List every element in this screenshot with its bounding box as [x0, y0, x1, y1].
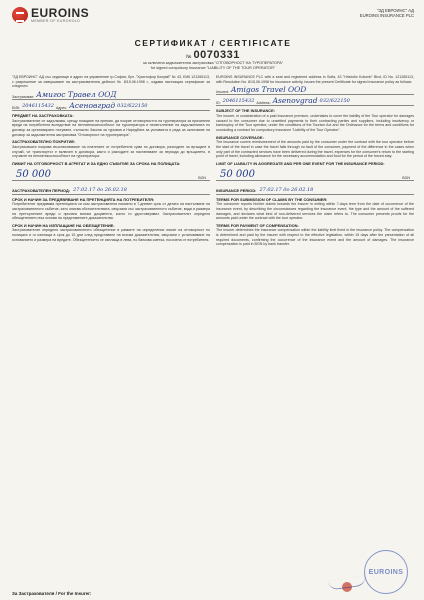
claims-text-bg: Потребителят предявява претенцията си към застрахователя писмено в 7-дневен срок от датата на настъпване на застрахователното събитие, като описва обстоятелствата, свързани със застрахователното събитие, вида и размера на претърпените вреди и прилага всички документи, които ги удостоверяват. Застрахователят определя обезщетението въз основа на представените доказателства.	[12, 202, 210, 221]
right-column-en	[216, 75, 414, 247]
address-value-bg: Асеновград	[69, 100, 116, 110]
id-label: ID:	[216, 101, 221, 106]
certificate-title: СЕРТИФИКАТ / CERTIFICATE	[134, 38, 292, 48]
amount-value-bg: 50 000	[16, 168, 51, 180]
phone-value-bg: 032/622150	[117, 102, 148, 109]
euroins-logo	[12, 6, 89, 23]
address-value-en: Asenovgrad	[272, 96, 318, 106]
insured-value-en: Amigos Travel OOD	[231, 85, 307, 95]
logo-subtitle: MEMBER OF EUROHOLD	[31, 19, 81, 23]
subject-heading-en: SUBJECT OF THE INSURANCE:	[216, 108, 276, 114]
eik-address-field-bg	[12, 102, 210, 111]
insured-field-bg	[12, 91, 210, 100]
subject-text-en: The insurer, in consideration of a paid insurance premium, undertakes to cover the liability of the Tour operator for damages caused to the consumer due to unsettled payments to their contracting parties and suppliers, including insolvency or bankruptcy of the Tour operator, under the conditions of the Tourism Act and the Ordinance for the terms and conditions for concluding a contract for compulsory insurance "Liability of the Tour Operator".	[216, 114, 414, 132]
payment-heading-bg: СРОК И НАЧИН НА ИЗПЛАЩАНЕ НА ОБЕЗЩЕТЕНИЕ:	[12, 222, 115, 228]
address-label-en: Address:	[256, 101, 271, 106]
company-names	[360, 6, 414, 18]
footer	[12, 591, 414, 596]
period-label-en: INSURANCE PERIOD:	[216, 187, 257, 193]
subtitle-bg: за сключена задължителна застраховка "ОТГОВОРНОСТ НА ТУРОПЕРАТОРА"	[142, 61, 284, 65]
limit-heading-en: LIMIT OF LIABILITY IN AGGREGATE AND PER ONE EVENT FOR THE INSURANCE PERIOD:	[216, 160, 385, 166]
payment-heading-en: TERMS FOR PAYMENT OF COMPENSATION:	[216, 222, 299, 228]
subject-heading-bg: ПРЕДМЕТ НА ЗАСТРАХОВКАТА:	[12, 112, 74, 118]
coverage-heading-en: INSURANCE COVERAGE:	[216, 134, 264, 140]
insurer-signature-label: За Застрахователя / For the Insurer:	[12, 591, 92, 596]
coverage-text-bg: Застраховката покрива възстановяване на платените от потребителя суми по договора, разходите за връщане в случай, че транспортът е включен в договора, както и разходите за настаняване за периода до връщането, в случаите на неплатежоспособност на туроператора.	[12, 144, 210, 159]
company-name-bg: "ЗД ЕВРОИНС" АД	[376, 8, 414, 13]
period-value-bg: 27.02.17 до 26.02.18	[73, 186, 127, 193]
number-sign: №	[186, 54, 192, 60]
intro-en: EUROINS INSURANCE PLC with a seat and registered address in Sofia, 43 "Hristofor Kolumb" Blvd, ID No. 121265113, with Resolution No. 8/15.06.1998 for insurance activity, issues the present Certificate for signed insurance policy as follows:	[216, 75, 414, 84]
euroins-logo-icon	[12, 7, 28, 23]
phone-value-en: 032/622150	[319, 98, 350, 105]
claims-heading-bg: СРОК И НАЧИН ЗА ПРЕДЯВЯВАНЕ НА ПРЕТЕНЦИЯТА НА ПОТРЕБИТЕЛЯ:	[12, 196, 155, 202]
eik-value: 2046115432	[22, 102, 54, 109]
claims-text-en: The consumer reports his/her claims towards the insurer in writing within 7-days term from the date of occurrence of the insurance event, by describing the circumstances regarding the insurance event, the type and the amount of the suffered damages, and declares what kind of non-delivered services the claim refers to. The consumer presents proofs for the amounts paid under the contract with the tour operator.	[216, 202, 414, 221]
logo-name: EUROINS	[31, 6, 90, 20]
left-column-bg	[12, 75, 210, 247]
insured-field-en	[216, 86, 414, 95]
eik-label: ЕИК:	[12, 105, 21, 110]
period-value-en: 27.02.17 до 26.02.18	[259, 186, 314, 193]
period-label-bg: ЗАСТРАХОВАТЕЛЕН ПЕРИОД:	[12, 187, 71, 193]
period-field-bg	[12, 185, 210, 195]
id-value: 2046115432	[222, 98, 255, 105]
stamp-text: EUROINS	[368, 568, 404, 576]
amount-value-en: 50 000	[220, 168, 255, 180]
certificate-titles	[12, 38, 414, 70]
claims-heading-en: TERMS FOR SUBMISSION OF CLAIMS BY THE CONSUMER:	[216, 196, 328, 202]
insured-value-bg: Амигос Травел ООД	[36, 89, 117, 99]
insured-label-bg: Застрахован:	[12, 94, 35, 99]
coverage-text-en: The insurance covers reimbursement of the amounts paid by the consumer under the contract with the tour operator before the start of the travel in case the travel fails through no fault of the consumer, payment of the difference in the cases when only part of the contracted services have been delivered during the travel, expenses for the consumer's return to the starting point of travel, including allowance for the necessary accommodation and food for the period of the forced stay.	[216, 140, 414, 159]
currency-en: BGN	[402, 175, 410, 180]
certificate-number: 0070331	[193, 49, 240, 61]
company-name-en: EUROINS INSURANCE PLC	[359, 13, 414, 19]
company-stamp	[364, 550, 408, 594]
period-field-en	[216, 185, 414, 195]
amount-field-en	[216, 169, 414, 181]
header	[12, 6, 414, 34]
insured-label-en: Insured:	[216, 90, 229, 95]
address-label-bg: Адрес:	[55, 105, 68, 110]
payment-text-en: The insurer determines the insurance compensation within the liability limit fixed in the insurance policy. The compensation is determined and paid by the insurer with respect to the effective legislation, within 15 days after the presentation of all required documents, confirming the occurrence of the insurance event and the amount of damages. The insurance compensation is paid in BGN by bank transfer.	[216, 228, 414, 247]
currency-bg: BGN	[198, 175, 206, 180]
subject-text-bg: Застрахователят се задължава, срещу плащане на премия, да покрие отговорността на туроператора за причинени вреди на потребителя вследствие на неплатежоспособност на туроператора и неизпълнение на задълженията по договор за организирано пътуване, съгласно Закона за туризма и Наредбата за условията и реда за сключване на договор за задължителна застраховка "Отговорност на туроператора".	[12, 118, 210, 137]
limit-heading-bg: ЛИМИТ НА ОТГОВОРНОСТ В АГРЕГАТ И ЗА ЕДНО СЪБИТИЕ ЗА СРОКА НА ПОЛИЦАТА:	[12, 160, 181, 166]
subtitle-en: for signed compulsory Insurance "LIABILITY OF THE TOUR OPERATOR"	[150, 65, 276, 70]
intro-bg: "ЗД ЕВРОИНС" АД със седалище и адрес на управление гр.София, бул. "Христофор Колумб" № 43, ЕИК 121265113, с разрешение за извършване на застрахователна дейност № 8/15.06.1998 г., издава настоящия сертификат за следното:	[12, 75, 210, 89]
payment-text-bg: Застрахователят определя застрахователното обезщетение в рамките на определения лимит на отговорност по полицата и го изплаща в срок до 15 дни след представяне на всички доказателства, свързани с установяване на основанието и размера на вредите. Обезщетението се изплаща в лева, по банкова сметка, посочена от потребителя.	[12, 228, 210, 242]
coverage-heading-bg: ЗАСТРАХОВАТЕЛНО ПОКРИТИЕ:	[12, 139, 76, 145]
amount-field-bg	[12, 169, 210, 181]
id-address-field-en	[216, 97, 414, 106]
